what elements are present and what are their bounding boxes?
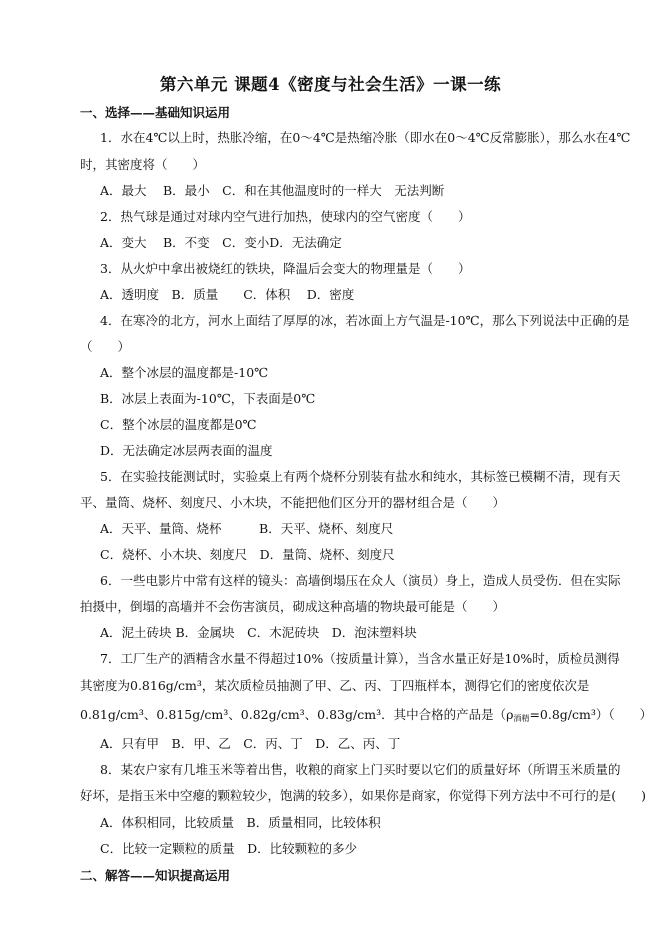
question-4-option-a: A．整个冰层的温度都是-10℃ [100, 365, 269, 380]
question-3-text: 3．从火炉中拿出被烧红的铁块，降温后会变大的物理量是（ ） [100, 261, 471, 276]
question-6-options: A．泥土砖块 B．金属块 C．木泥砖块 D．泡沫塑料块 [100, 625, 417, 640]
question-7-text-cont-2 [80, 707, 652, 727]
question-7-densities: 0.81g/cm³、0.815g/cm³、0.82g/cm³、0.83g/cm³．其中合格的产品是（ρ [80, 707, 514, 722]
question-5-options-cd: C．烧杯、小木块、刻度尺 D．量筒、烧杯、刻度尺 [100, 547, 395, 562]
question-3-options: A．透明度 B．质量 C．体积 D．密度 [100, 287, 355, 302]
question-1-text-cont: 时，其密度将（ ） [80, 157, 206, 172]
question-7-text-cont: 其密度为0.816g/cm³，某次质检员抽测了甲、乙、丙、丁四瓶样本，测得它们的密度依次是 [80, 678, 590, 693]
question-2-options: A．变大 B．不变 C．变小D．无法确定 [100, 235, 342, 250]
section-heading-answer: 二、解答——知识提高运用 [80, 868, 231, 883]
question-1-text: 1．水在4℃以上时，热胀冷缩，在0～4℃是热缩冷胀（即水在0～4℃反常膨胀），那么水在4℃ [100, 130, 631, 145]
question-7-density-tail: =0.8g/cm³）（ ） [529, 707, 653, 722]
question-8-text: 8．某农户家有几堆玉米等着出售，收粮的商家上门买时要以它们的质量好坏（所谓玉米质量的 [100, 762, 621, 777]
question-7-options: A．只有甲 B．甲、乙 C．丙、丁 D．乙、丙、丁 [100, 736, 401, 751]
question-5-options-ab: A．天平、量筒、烧杯 B．天平、烧杯、刻度尺 [100, 521, 394, 536]
section-heading-choice: 一、选择——基础知识运用 [80, 105, 231, 120]
alcohol-subscript: 酒精 [513, 714, 530, 723]
question-8-text-cont: 好坏，是指玉米中空瘪的颗粒较少，饱满的较多），如果你是商家，你觉得下列方法中不可行的是( ) [80, 788, 647, 803]
question-8-options-ab: A．体积相同，比较质量 B．质量相同，比较体积 [100, 815, 381, 830]
question-5-text-cont: 平、量筒、烧杯、刻度尺、小木块，不能把他们区分开的器材组合是（ ） [80, 495, 506, 510]
question-4-text-cont: （ ） [80, 339, 131, 354]
question-6-text-cont: 拍摄中，倒塌的高墙并不会伤害演员，砌成这种高墙的物块最可能是（ ） [80, 599, 506, 614]
page-title: 第六单元 课题4《密度与社会生活》一课一练 [159, 75, 502, 94]
question-2-text: 2．热气球是通过对球内空气进行加热，使球内的空气密度（ ） [100, 209, 471, 224]
question-4-option-d: D．无法确定冰层两表面的温度 [100, 443, 273, 458]
question-4-option-c: C．整个冰层的温度都是0℃ [100, 417, 257, 432]
question-8-options-cd: C．比较一定颗粒的质量 D．比较颗粒的多少 [100, 841, 358, 856]
question-1-options: A．最大 B．最小 C．和在其他温度时的一样大 无法判断 [100, 183, 445, 198]
question-6-text: 6．一些电影片中常有这样的镜头：高墙倒塌压在众人（演员）身上，造成人员受伤．但在实际 [100, 573, 621, 588]
question-4-text: 4．在寒冷的北方，河水上面结了厚厚的冰，若冰面上方气温是-10℃，那么下列说法中正确的是 [100, 313, 630, 328]
question-5-text: 5．在实验技能测试时，实验桌上有两个烧杯分别装有盐水和纯水，其标签已模糊不清，现有天 [100, 469, 621, 484]
question-4-option-b: B．冰层上表面为-10℃，下表面是0℃ [100, 391, 316, 406]
question-7-text: 7．工厂生产的酒精含水量不得超过10%（按质量计算），当含水量正好是10%时，质检员测得 [100, 651, 620, 666]
